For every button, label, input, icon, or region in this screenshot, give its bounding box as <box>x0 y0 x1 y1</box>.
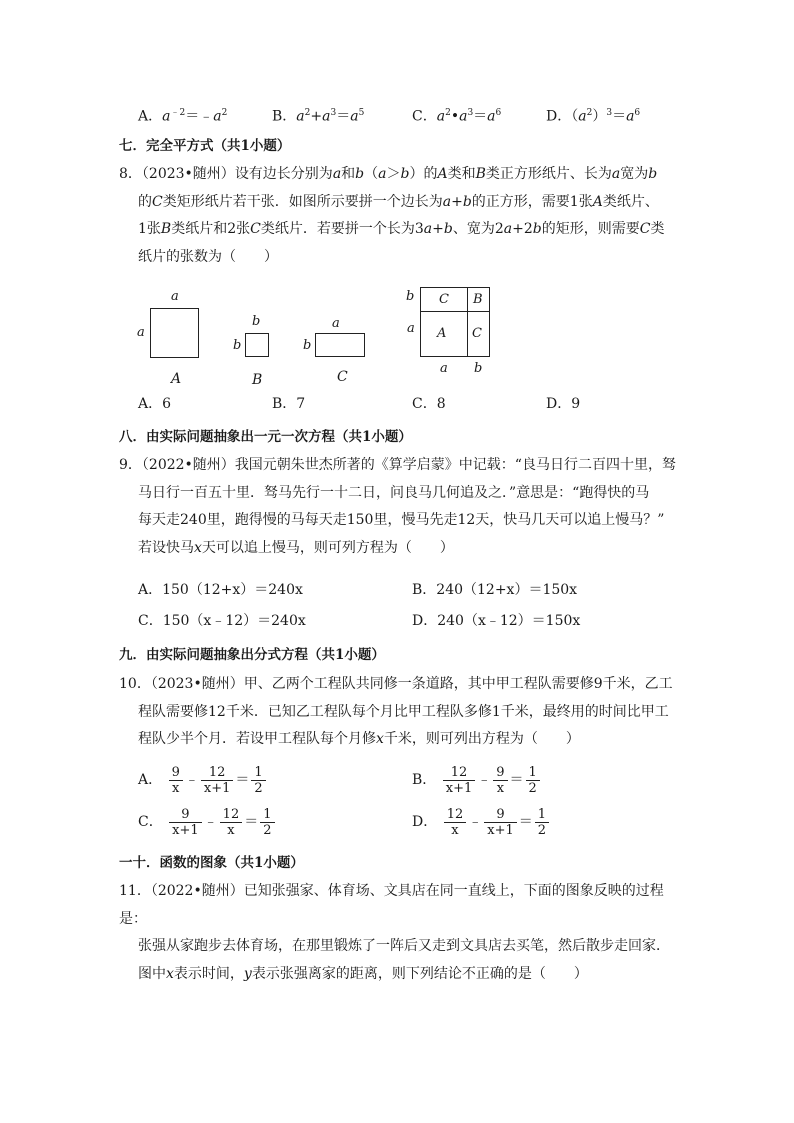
q8-option-a: A．6 <box>138 396 172 412</box>
q8-number: 8． <box>119 166 142 182</box>
q7-option-c: C．$a^2•a^3=a^6$ <box>412 108 502 125</box>
q7-option-d: D．$(a^2)^3=a^6$ <box>546 108 641 125</box>
question-10: 10．（2023•随州）甲、乙两个工程队共同修一条道路，其中甲工程队需要修9千米，乙工 程队需要修12千米．已知乙工程队每个月比甲工程队多修1千米，最终用的时间比甲工 程队少半个月．若设甲工程队每个月修x千米，则可列出方程为（ ） <box>119 676 673 747</box>
q8-option-c: C．8 <box>412 396 446 412</box>
q9-source: （2022•随州） <box>141 457 235 473</box>
q10-option-c: C． $\frac{9}{x+1}$ ﹣ $\frac{12}{x}$ ＝ $\frac{1}{2}$ <box>138 804 277 840</box>
q10-number: 10． <box>119 676 151 692</box>
q7-option-a: A．$a^{﹣2}=﹣a^2$ <box>138 108 228 125</box>
q11-number: 11． <box>119 883 151 899</box>
q9-number: 9． <box>119 457 142 473</box>
section-heading-8: 八．由实际问题抽象出一元一次方程（共1小题） <box>119 429 412 445</box>
q10-source: （2023•随州） <box>150 676 244 692</box>
q8-source: （2023•随州） <box>141 166 235 182</box>
q9-option-a: A．150（12+x）＝240x <box>138 582 303 598</box>
question-8: 8．（2023•随州）设有边长分别为a和b（a＞b）的A类和B类正方形纸片、长为a宽为b 的C类矩形纸片若干张．如图所示要拼一个边长为a+b的正方形，需要1张A类纸片、 1张B类纸片和2张C类纸片．若要拼一个长为3a+b、宽为2a+2b的矩形，则需要C类 纸片的张数为（ ） <box>119 166 665 265</box>
question-11: 11．（2022•随州）已知张强家、体育场、文具店在同一直线上，下面的图象反映的过程是： 张强从家跑步去体育场，在那里锻炼了一阵后又走到文具店去买笔，然后散步走回家． 图中x表示时间，y表示张强离家的距离，则下列结论不正确的是（ ） <box>119 883 670 982</box>
section-heading-7: 七．完全平方式（共1小题） <box>119 138 291 154</box>
q9-option-d: D．240（x﹣12）＝150x <box>412 613 581 629</box>
q10-option-a: A． $\frac{9}{x}$ ﹣ $\frac{12}{x+1}$ ＝ $\frac{1}{2}$ <box>138 762 268 798</box>
q10-option-d: D． $\frac{12}{x}$ ﹣ $\frac{9}{x+1}$ ＝ $\frac{1}{2}$ <box>412 804 551 840</box>
q7-option-b: B．$a^2+a^3=a^5$ <box>272 108 365 125</box>
q10-option-b: B． $\frac{12}{x+1}$ ﹣ $\frac{9}{x}$ ＝ $\frac{1}{2}$ <box>412 762 542 798</box>
q9-option-b: B．240（12+x）＝150x <box>412 582 578 598</box>
section-heading-9: 九．由实际问题抽象出分式方程（共1小题） <box>119 647 385 663</box>
q9-option-c: C．150（x﹣12）＝240x <box>138 613 306 629</box>
q8-option-d: D．9 <box>546 396 581 412</box>
q11-source: （2022•随州） <box>150 883 244 899</box>
question-9: 9．（2022•随州）我国元朝朱世杰所著的《算学启蒙》中记载：“良马日行二百四十里，驽 马日行一百五十里．驽马先行一十二日，问良马几何追及之．”意思是：“跑得快的马 每天走240里，跑得慢的马每天走150里，慢马先走12天，快马几天可以追上慢马？” 若设快马x天可以追上慢马，则可列方程为（ ） <box>119 457 676 556</box>
q8-option-b: B．7 <box>272 396 306 412</box>
section-heading-10: 一十．函数的图象（共1小题） <box>119 855 304 871</box>
